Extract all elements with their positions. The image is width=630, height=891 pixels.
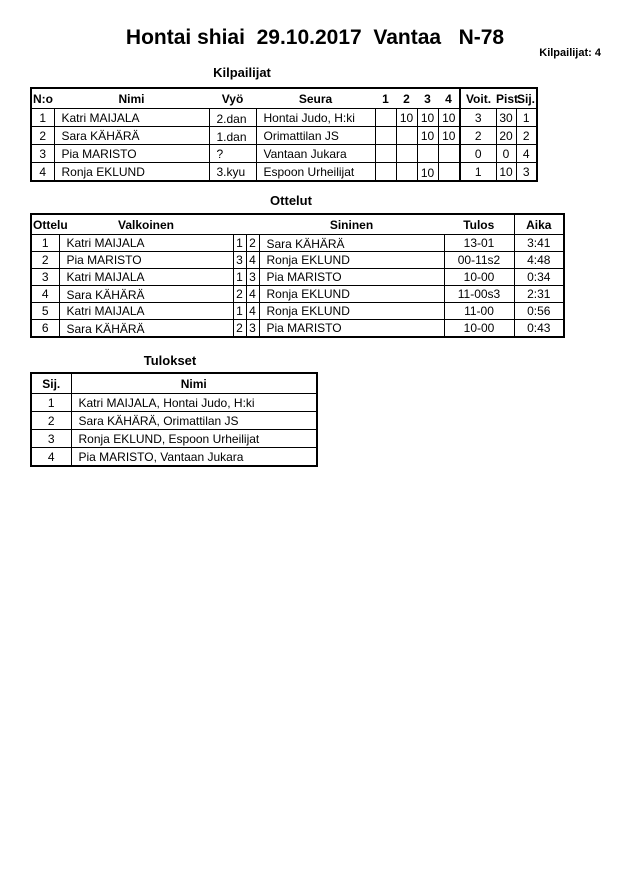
cell-blue-no: 2: [246, 235, 259, 252]
table-row: [31, 235, 564, 252]
table-row: [31, 286, 564, 303]
column-header-place: Sij.: [31, 373, 71, 394]
cell-place: 3: [31, 430, 71, 448]
cell-blue-name: Pia MARISTO: [259, 269, 444, 286]
cell-no: 3: [31, 145, 54, 163]
cell-blue-name: Ronja EKLUND: [259, 286, 444, 303]
table-row: [31, 303, 564, 320]
cell-name: Katri MAIJALA: [54, 109, 209, 127]
cell-club: Orimattilan JS: [256, 127, 375, 145]
cell-place: 2: [516, 127, 537, 145]
column-header-round-4: 4: [438, 88, 460, 109]
competitors-section-heading: Kilpailijat: [213, 65, 271, 80]
cell-blue-name: Ronja EKLUND: [259, 252, 444, 269]
cell-round-2: [396, 127, 417, 145]
column-header-name: Nimi: [71, 373, 317, 394]
competitors-table: [30, 87, 538, 182]
cell-name: Ronja EKLUND, Espoon Urheilijat: [71, 430, 317, 448]
cell-blue-no: 4: [246, 252, 259, 269]
column-header-round-2: 2: [396, 88, 417, 109]
table-row: [31, 269, 564, 286]
matches-section-heading: Ottelut: [270, 193, 312, 208]
results-section-heading: Tulokset: [143, 353, 197, 368]
cell-time: 0:56: [514, 303, 564, 320]
column-header-club: Seura: [256, 88, 375, 109]
table-row: [31, 163, 537, 182]
cell-no: 2: [31, 127, 54, 145]
cell-result: 13-01: [444, 235, 514, 252]
table-header-row: [31, 88, 537, 109]
table-row: [31, 109, 537, 127]
cell-name: Ronja EKLUND: [54, 163, 209, 182]
cell-round-3: 10: [417, 127, 438, 145]
cell-place: 1: [516, 109, 537, 127]
cell-white-name: Pia MARISTO: [59, 252, 233, 269]
cell-place: 4: [516, 145, 537, 163]
cell-no: 1: [31, 109, 54, 127]
column-header-blue: Sininen: [259, 214, 444, 235]
cell-white-name: Katri MAIJALA: [59, 303, 233, 320]
cell-points: 30: [496, 109, 516, 127]
cell-blue-name: Ronja EKLUND: [259, 303, 444, 320]
cell-round-4: [438, 163, 460, 182]
cell-name: Pia MARISTO: [54, 145, 209, 163]
cell-round-1: [375, 109, 396, 127]
column-header-points: Pist.: [496, 88, 516, 109]
competitors-count-label: Kilpailijat: 4: [539, 47, 601, 59]
cell-blue-name: Pia MARISTO: [259, 320, 444, 338]
column-header-result: Tulos: [444, 214, 514, 235]
cell-result: 00-11s2: [444, 252, 514, 269]
cell-time: 4:48: [514, 252, 564, 269]
cell-time: 2:31: [514, 286, 564, 303]
cell-match-no: 6: [31, 320, 59, 338]
cell-time: 0:43: [514, 320, 564, 338]
table-row: [31, 430, 317, 448]
cell-white-name: Sara KÄHÄRÄ: [59, 320, 233, 338]
cell-club: Vantaan Jukara: [256, 145, 375, 163]
cell-result: 10-00: [444, 320, 514, 338]
cell-round-4: [438, 145, 460, 163]
table-row: [31, 412, 317, 430]
cell-round-2: 10: [396, 109, 417, 127]
column-header-blue-no: [246, 214, 259, 235]
cell-belt: ?: [209, 145, 256, 163]
column-header-place: Sij.: [516, 88, 537, 109]
cell-points: 10: [496, 163, 516, 182]
cell-white-no: 3: [233, 252, 246, 269]
column-header-white: Valkoinen: [59, 214, 233, 235]
cell-no: 4: [31, 163, 54, 182]
cell-name: Pia MARISTO, Vantaan Jukara: [71, 448, 317, 467]
matches-table: [30, 213, 565, 338]
cell-match-no: 5: [31, 303, 59, 320]
cell-belt: 3.kyu: [209, 163, 256, 182]
cell-place: 3: [516, 163, 537, 182]
cell-club: Espoon Urheilijat: [256, 163, 375, 182]
cell-wins: 1: [460, 163, 496, 182]
cell-round-1: [375, 145, 396, 163]
cell-blue-no: 3: [246, 269, 259, 286]
cell-name: Katri MAIJALA, Hontai Judo, H:ki: [71, 394, 317, 412]
table-row: [31, 448, 317, 467]
cell-match-no: 3: [31, 269, 59, 286]
cell-round-3: [417, 145, 438, 163]
table-header-row: [31, 373, 317, 394]
cell-white-no: 2: [233, 320, 246, 338]
cell-match-no: 4: [31, 286, 59, 303]
table-row: [31, 145, 537, 163]
cell-club: Hontai Judo, H:ki: [256, 109, 375, 127]
column-header-time: Aika: [514, 214, 564, 235]
cell-wins: 2: [460, 127, 496, 145]
column-header-belt: Vyö: [209, 88, 256, 109]
cell-points: 20: [496, 127, 516, 145]
cell-round-3: 10: [417, 163, 438, 182]
column-header-name: Nimi: [54, 88, 209, 109]
results-table: [30, 372, 318, 467]
cell-belt: 1.dan: [209, 127, 256, 145]
cell-round-1: [375, 127, 396, 145]
cell-white-no: 2: [233, 286, 246, 303]
table-row: [31, 320, 564, 338]
cell-result: 11-00: [444, 303, 514, 320]
column-header-white-no: [233, 214, 246, 235]
cell-white-no: 1: [233, 269, 246, 286]
cell-blue-name: Sara KÄHÄRÄ: [259, 235, 444, 252]
table-header-row: [31, 214, 564, 235]
column-header-round-1: 1: [375, 88, 396, 109]
cell-white-name: Sara KÄHÄRÄ: [59, 286, 233, 303]
cell-result: 11-00s3: [444, 286, 514, 303]
cell-time: 3:41: [514, 235, 564, 252]
column-header-match-no: Ottelu: [31, 214, 59, 235]
cell-white-name: Katri MAIJALA: [59, 269, 233, 286]
table-row: [31, 394, 317, 412]
table-row: [31, 127, 537, 145]
page-title: Hontai shiai 29.10.2017 Vantaa N-78: [125, 26, 505, 49]
cell-wins: 0: [460, 145, 496, 163]
cell-white-name: Katri MAIJALA: [59, 235, 233, 252]
cell-time: 0:34: [514, 269, 564, 286]
column-header-wins: Voit.: [460, 88, 496, 109]
column-header-round-3: 3: [417, 88, 438, 109]
cell-match-no: 1: [31, 235, 59, 252]
cell-wins: 3: [460, 109, 496, 127]
cell-white-no: 1: [233, 303, 246, 320]
cell-points: 0: [496, 145, 516, 163]
cell-blue-no: 3: [246, 320, 259, 338]
cell-round-2: [396, 163, 417, 182]
cell-blue-no: 4: [246, 286, 259, 303]
cell-name: Sara KÄHÄRÄ, Orimattilan JS: [71, 412, 317, 430]
cell-belt: 2.dan: [209, 109, 256, 127]
cell-round-4: 10: [438, 109, 460, 127]
cell-match-no: 2: [31, 252, 59, 269]
cell-blue-no: 4: [246, 303, 259, 320]
cell-white-no: 1: [233, 235, 246, 252]
cell-place: 4: [31, 448, 71, 467]
table-row: [31, 252, 564, 269]
cell-place: 2: [31, 412, 71, 430]
cell-name: Sara KÄHÄRÄ: [54, 127, 209, 145]
cell-round-3: 10: [417, 109, 438, 127]
cell-place: 1: [31, 394, 71, 412]
cell-round-2: [396, 145, 417, 163]
cell-result: 10-00: [444, 269, 514, 286]
cell-round-1: [375, 163, 396, 182]
column-header-no: N:o: [31, 88, 54, 109]
cell-round-4: 10: [438, 127, 460, 145]
